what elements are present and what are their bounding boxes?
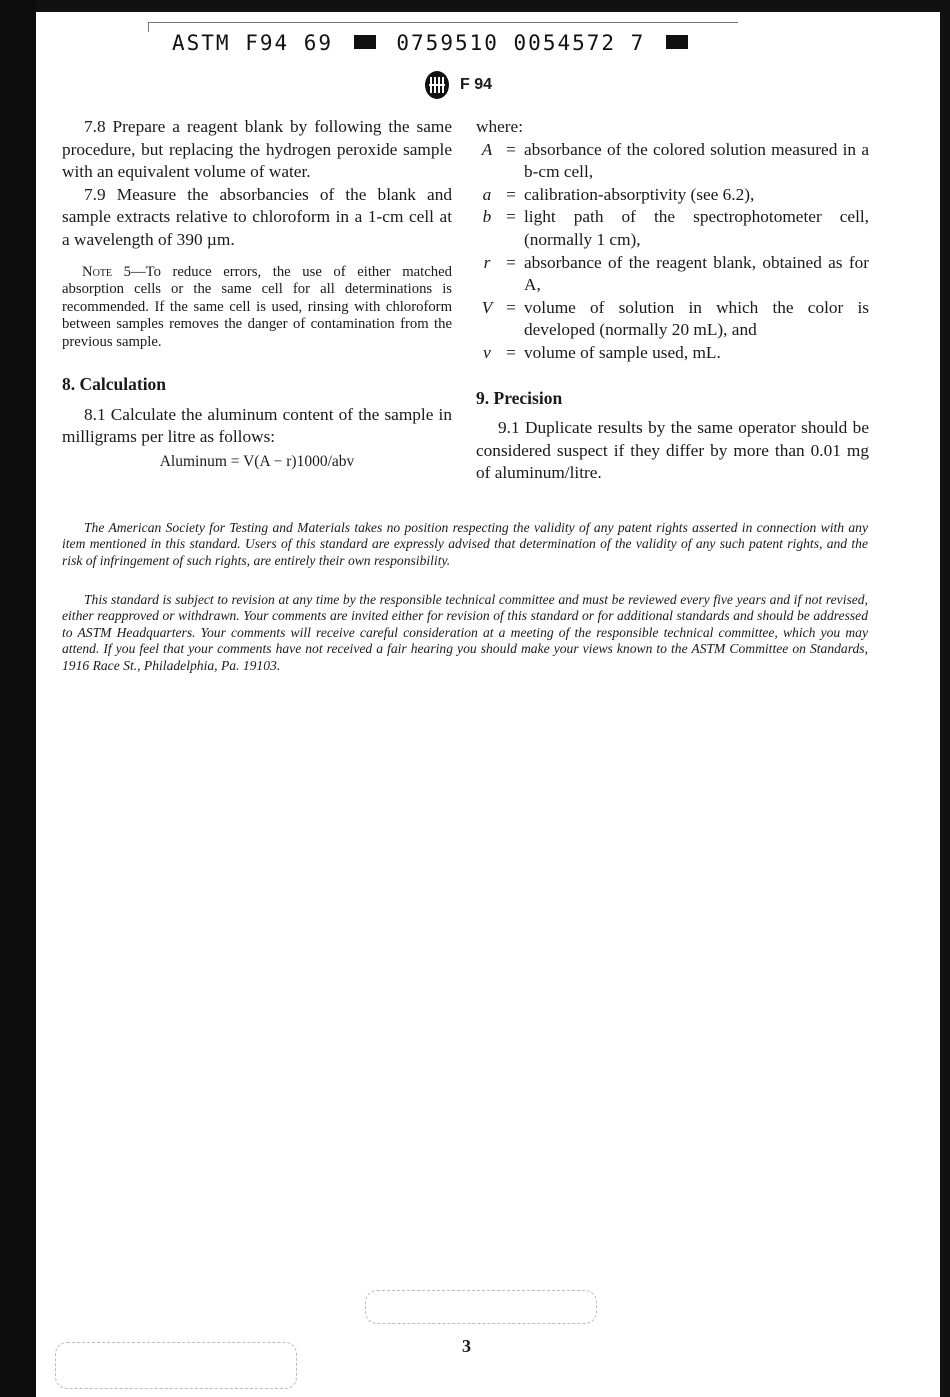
definition-equals: = [506,207,516,227]
definition-text: volume of sample used, mL. [524,342,721,362]
note-text: —To reduce errors, the use of either matched absorption cells or the same cell for all determinations is recommended. If the same cell is used, rinsing with chloroform between samples removes the danger of contamination from the previous sample. [62,263,452,350]
redaction-block-icon [354,35,376,49]
definition-equals: = [506,184,516,204]
definition-item [476,252,869,297]
definition-equals: = [506,139,516,159]
definition-list [476,139,869,365]
scan-edge-right [940,0,950,1397]
definition-item [476,206,869,251]
section-9-title: 9. Precision [476,387,563,408]
standard-number: F 94 [460,76,493,93]
scan-noise [55,1342,297,1389]
definition-symbol: V [481,297,493,317]
code-part-b: 0759510 0054572 7 [396,31,646,55]
definition-item [476,139,869,184]
page-number: 3 [462,1336,471,1356]
definition-symbol: r [483,252,491,272]
definition-symbol: A [481,139,493,159]
definition-equals: = [506,297,516,317]
document-code-line [172,31,694,55]
redaction-block-icon [666,35,688,49]
paragraph-8-1: 8.1 Calculate the aluminum content of the sample in milligrams per litre as follows: [62,404,452,447]
left-column [62,116,452,473]
right-column [476,116,869,485]
definition-text: volume of solution in which the color is developed (normally 20 mL), and [524,297,869,340]
astm-logo-icon [424,70,450,100]
definition-text: calibration-absorptivity (see 6.2), [524,184,755,204]
section-8-title: 8. Calculation [62,374,167,395]
note-label: Note 5 [82,263,131,280]
scan-noise [365,1290,597,1324]
paragraph-9-1: 9.1 Duplicate results by the same operator should be considered suspect if they differ by more than 0.01 mg of aluminum/litre. [476,418,869,483]
definition-equals: = [506,252,516,272]
revision-notice: This standard is subject to revision at any time by the responsible technical committee and must be reviewed every five years and if not revised, either reapproved or withdrawn. Your comments are invited either for revision of this standard or for additional standards and should be addressed to ASTM Headquarters. Your comments will receive careful consideration at a meeting of the responsible technical committee, which you may attend. If you feel that your comments have not received a fair hearing you should make your views known to the ASTM Committee on Standards, 1916 Race St., Philadelphia, Pa. 19103. [62,591,868,673]
definition-symbol: b [482,207,492,227]
paragraph-7-8: 7.8 Prepare a reagent blank by following the same procedure, but replacing the hydrogen peroxide sample with an equivalent volume of water. [62,117,452,182]
definition-text: absorbance of the colored solution measured in a b-cm cell, [524,139,869,182]
definition-text: absorbance of the reagent blank, obtained as for A, [524,252,869,295]
definition-text: light path of the spectrophotometer cell, (normally 1 cm), [524,207,869,249]
paragraph-7-9: 7.9 Measure the absorbancies of the blank and sample extracts relative to chloroform in a 1-cm cell at a wavelength of 390 µm. [62,184,452,249]
where-label: where: [476,117,524,136]
code-part-a: ASTM F94 69 [172,31,334,55]
definition-symbol: a [482,184,492,204]
aluminum-formula: Aluminum = V(A − r)1000/abv [159,452,355,470]
patent-notice: The American Society for Testing and Materials takes no position respecting the validity of any patent rights asserted in connection with any item mentioned in this standard. Users of this standard are expressly advised that determination of the validity of any such patent rights, and the risk of infringement of such rights, are entirely their own responsibility. [62,519,868,568]
definition-item [476,184,869,207]
header-tick [148,22,149,32]
standard-header [424,70,492,100]
definition-item [476,297,869,342]
scan-edge-top [0,0,950,12]
note-5 [62,264,452,352]
definition-equals: = [506,342,516,362]
header-rule [148,22,738,23]
scan-edge-left [0,0,36,1397]
definition-symbol: v [483,342,491,362]
definition-item [476,342,869,365]
